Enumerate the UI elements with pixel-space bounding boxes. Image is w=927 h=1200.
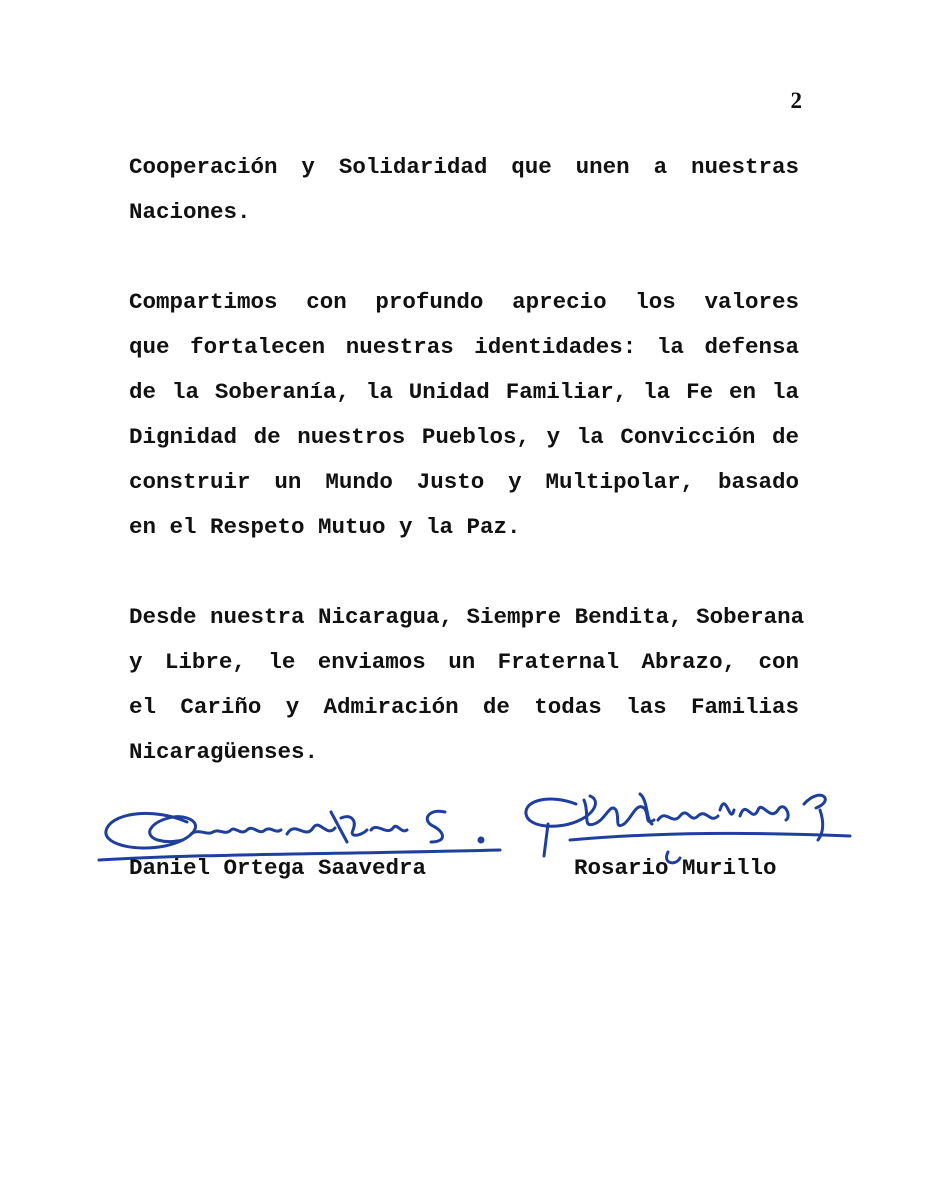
paragraph-line: Cooperación y Solidaridad que unen a nuestras	[129, 154, 799, 180]
signature-area	[0, 780, 927, 900]
paragraph-line: en el Respeto Mutuo y la Paz.	[129, 514, 521, 540]
signer-name-right: Rosario Murillo	[574, 855, 777, 881]
signature-left	[95, 790, 505, 865]
paragraph-line: Compartimos con profundo aprecio los valores	[129, 289, 799, 315]
paragraph-line: Desde nuestra Nicaragua, Siempre Bendita, Soberana	[129, 604, 805, 630]
paragraph-1	[129, 145, 799, 235]
paragraph-line: de la Soberanía, la Unidad Familiar, la Fe en la	[129, 379, 799, 405]
paragraph-line: Naciones.	[129, 199, 251, 225]
signature-right	[520, 780, 855, 865]
paragraph-line: Dignidad de nuestros Pueblos, y la Convicción de	[129, 424, 799, 450]
signer-name-left: Daniel Ortega Saavedra	[129, 855, 427, 881]
paragraph-2	[129, 280, 799, 550]
paragraph-line: que fortalecen nuestras identidades: la defensa	[129, 334, 799, 360]
paragraph-line: el Cariño y Admiración de todas las Familias	[129, 694, 799, 720]
paragraph-line: y Libre, le enviamos un Fraternal Abrazo, con	[129, 649, 799, 675]
paragraph-3	[129, 595, 805, 775]
paragraph-line: Nicaragüenses.	[129, 739, 319, 765]
paragraph-line: construir un Mundo Justo y Multipolar, basado	[129, 469, 799, 495]
page-number: 2	[790, 88, 802, 113]
